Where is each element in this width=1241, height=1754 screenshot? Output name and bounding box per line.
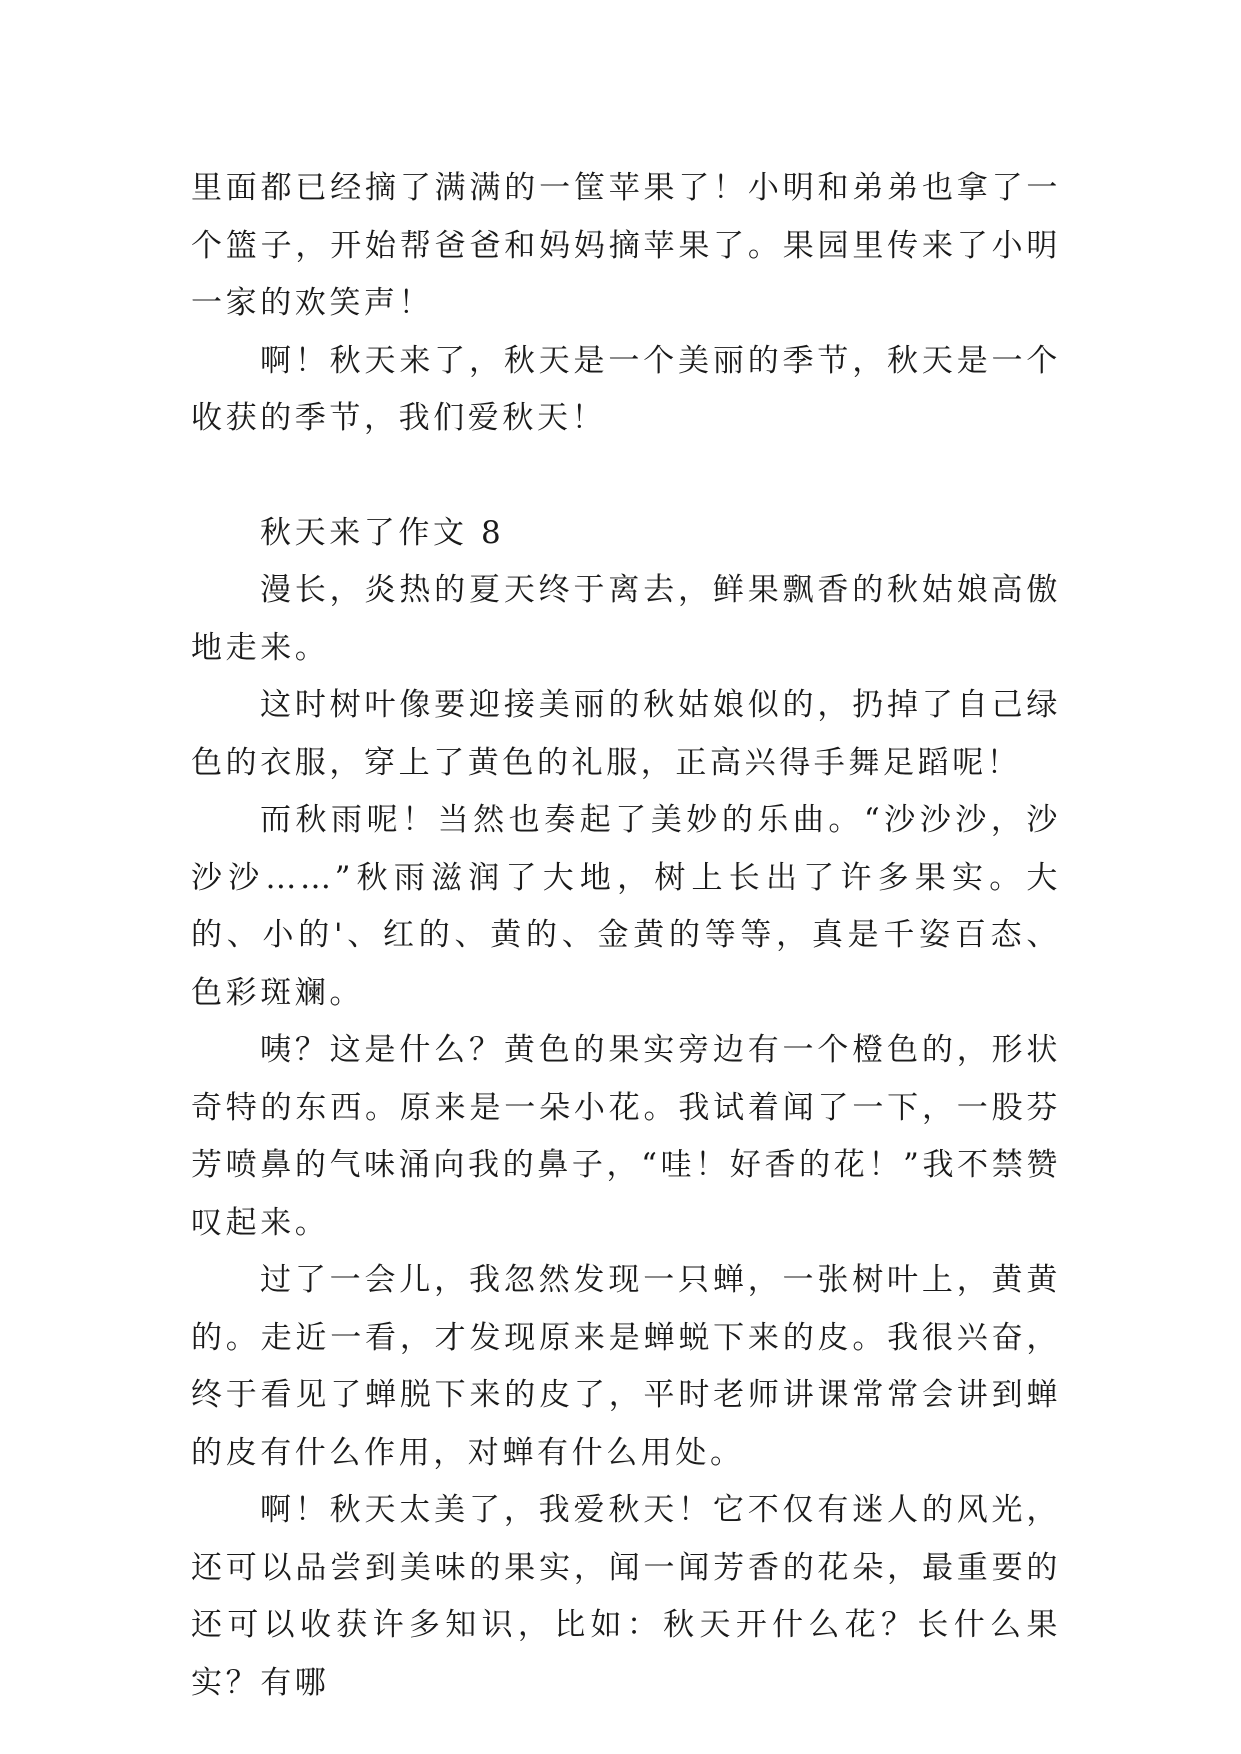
essay-paragraph-4: 咦？这是什么？黄色的果实旁边有一个橙色的，形状奇特的东西。原来是一朵小花。我试着闻了一下，一股芬芳喷鼻的气味涌向我的鼻子，“哇！好香的花！”我不禁赞叹起来。: [191, 1032, 1061, 1241]
essay-paragraph-1: 漫长，炎热的夏天终于离去，鲜果飘香的秋姑娘高傲地走来。: [191, 572, 1061, 666]
essay-title: 秋天来了作文 8: [260, 514, 505, 551]
essay-paragraph-5: 过了一会儿，我忽然发现一只蝉，一张树叶上，黄黄的。走近一看，才发现原来是蝉蜕下来的皮。我很兴奋，终于看见了蝉脱下来的皮了，平时老师讲课常常会讲到蝉的皮有什么作用，对蝉有什么用处。: [191, 1262, 1061, 1471]
essay-paragraph-3: 而秋雨呢！当然也奏起了美妙的乐曲。“沙沙沙，沙沙沙……”秋雨滋润了大地，树上长出了许多果实。大的、小的'、红的、黄的、金黄的等等，真是千姿百态、色彩斑斓。: [191, 802, 1061, 1011]
essay-paragraph-2: 这时树叶像要迎接美丽的秋姑娘似的，扔掉了自己绿色的衣服，穿上了黄色的礼服，正高兴得手舞足蹈呢！: [191, 687, 1061, 781]
essay-paragraph-6: 啊！秋天太美了，我爱秋天！它不仅有迷人的风光，还可以品尝到美味的果实，闻一闻芳香的花朵，最重要的还可以收获许多知识，比如：秋天开什么花？长什么果实？有哪: [191, 1492, 1061, 1701]
continuation-paragraph-2: 啊！秋天来了，秋天是一个美丽的季节，秋天是一个收获的季节，我们爱秋天！: [191, 342, 1061, 436]
section-gap: [191, 448, 1061, 505]
document-body: [191, 160, 1061, 1712]
continuation-paragraph-1: 里面都已经摘了满满的一筐苹果了！小明和弟弟也拿了一个篮子，开始帮爸爸和妈妈摘苹果了。果园里传来了小明一家的欢笑声！: [191, 170, 1061, 321]
